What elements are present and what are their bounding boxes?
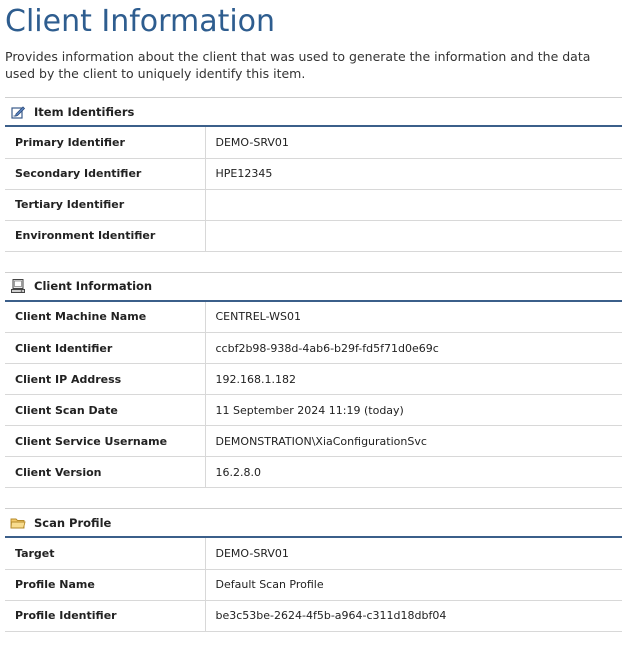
table-row bbox=[5, 457, 622, 488]
page-description: Provides information about the client that was used to generate the information and the data used by the client to uniquely identify this item. bbox=[5, 49, 591, 81]
row-label: Primary Identifier bbox=[5, 127, 205, 158]
row-label: Target bbox=[5, 538, 205, 569]
row-value: DEMO-SRV01 bbox=[205, 127, 622, 158]
section-header bbox=[5, 508, 622, 538]
section-title: Scan Profile bbox=[34, 515, 112, 530]
row-value: Default Scan Profile bbox=[205, 569, 622, 600]
row-value bbox=[205, 189, 622, 220]
table-row bbox=[5, 333, 622, 364]
row-label: Client Machine Name bbox=[5, 302, 205, 333]
row-value: be3c53be-2624-4f5b-a964-c311d18dbf04 bbox=[205, 600, 622, 631]
table-row bbox=[5, 127, 622, 158]
item-identifiers-table bbox=[5, 127, 622, 252]
section-scan-profile bbox=[5, 508, 622, 632]
row-value: DEMO-SRV01 bbox=[205, 538, 622, 569]
row-label: Environment Identifier bbox=[5, 220, 205, 251]
row-value: 192.168.1.182 bbox=[205, 364, 622, 395]
row-label: Profile Name bbox=[5, 569, 205, 600]
row-value: 16.2.8.0 bbox=[205, 457, 622, 488]
section-client-information bbox=[5, 272, 622, 489]
table-row bbox=[5, 600, 622, 631]
table-row bbox=[5, 189, 622, 220]
table-row bbox=[5, 364, 622, 395]
table-row bbox=[5, 158, 622, 189]
row-label: Client Scan Date bbox=[5, 395, 205, 426]
row-value: DEMONSTRATION\XiaConfigurationSvc bbox=[205, 426, 622, 457]
row-value bbox=[205, 220, 622, 251]
row-value: CENTREL-WS01 bbox=[205, 302, 622, 333]
section-item-identifiers bbox=[5, 97, 622, 252]
row-value: HPE12345 bbox=[205, 158, 622, 189]
table-row bbox=[5, 538, 622, 569]
row-label: Client Service Username bbox=[5, 426, 205, 457]
scan-profile-table bbox=[5, 538, 622, 632]
table-row bbox=[5, 569, 622, 600]
section-header bbox=[5, 97, 622, 127]
row-value: ccbf2b98-938d-4ab6-b29f-fd5f71d0e69c bbox=[205, 333, 622, 364]
table-row bbox=[5, 426, 622, 457]
table-row bbox=[5, 302, 622, 333]
folder-icon bbox=[10, 515, 26, 531]
client-machine-icon bbox=[10, 278, 26, 294]
client-information-table bbox=[5, 302, 622, 489]
edit-id-icon bbox=[10, 104, 26, 120]
table-row bbox=[5, 395, 622, 426]
row-label: Client Identifier bbox=[5, 333, 205, 364]
page-title: Client Information bbox=[5, 4, 276, 39]
row-label: Tertiary Identifier bbox=[5, 189, 205, 220]
row-label: Secondary Identifier bbox=[5, 158, 205, 189]
row-label: Client IP Address bbox=[5, 364, 205, 395]
section-header bbox=[5, 272, 622, 302]
table-row bbox=[5, 220, 622, 251]
section-title: Client Information bbox=[34, 279, 153, 293]
row-label: Profile Identifier bbox=[5, 600, 205, 631]
section-title: Item Identifiers bbox=[34, 104, 135, 119]
row-value: 11 September 2024 11:19 (today) bbox=[205, 395, 622, 426]
row-label: Client Version bbox=[5, 457, 205, 488]
